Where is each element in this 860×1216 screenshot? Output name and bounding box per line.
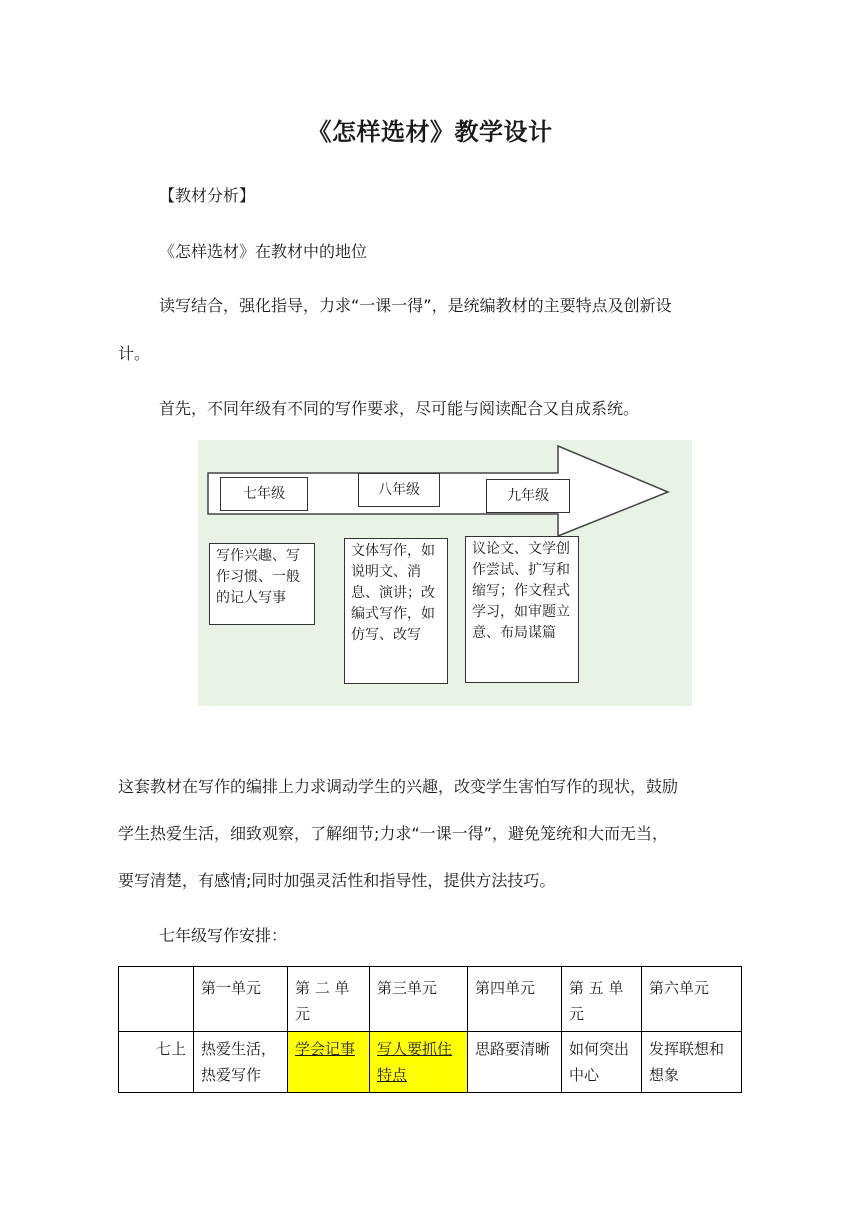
table-cell-highlighted	[288, 1032, 370, 1093]
table-cell: 发挥联想和想象	[642, 1032, 742, 1093]
table-header-cell: 第三单元	[370, 967, 468, 1032]
paragraph-2: 首先，不同年级有不同的写作要求，尽可能与阅读配合又自成系统。	[159, 399, 640, 418]
grade-9-description: 议论文、文学创作尝试、扩写和缩写；作文程式学习，如审题立意、布局谋篇	[465, 536, 579, 683]
grade-box-7: 七年级	[220, 477, 308, 511]
grade-7-description: 写作兴趣、写作习惯、一般的记人写事	[209, 543, 315, 625]
paragraph-3-line-3: 要写清楚，有感情;同时加强灵活性和指导性，提供方法技巧。	[118, 871, 556, 890]
table-header-row	[119, 967, 742, 1032]
grade-box-8: 八年级	[358, 473, 440, 507]
grade-box-9: 九年级	[486, 479, 570, 513]
table-cell-highlighted	[370, 1032, 468, 1093]
table-header-cell: 第 二 单元	[288, 967, 370, 1032]
table-header-cell: 第一单元	[194, 967, 288, 1032]
table-cell: 如何突出中心	[562, 1032, 642, 1093]
paragraph-3-line-1: 这套教材在写作的编排上力求调动学生的兴趣，改变学生害怕写作的现状，鼓励	[118, 777, 679, 796]
table-header-cell: 第 五 单元	[562, 967, 642, 1032]
row-label-cell: 七上	[119, 1032, 194, 1093]
table-header-cell: 第四单元	[468, 967, 562, 1032]
grade-8-description: 文体写作，如说明文、消息、演讲；改编式写作，如仿写、改写	[344, 538, 448, 684]
highlighted-text: 学会记事	[295, 1040, 356, 1058]
paragraph-1-line-1: 读写结合，强化指导，力求“一课一得”，是统编教材的主要特点及创新设	[159, 296, 672, 315]
table-header-cell: 第六单元	[642, 967, 742, 1032]
table-row	[119, 1032, 742, 1093]
table-cell: 热爱生活，热爱写作	[194, 1032, 288, 1093]
paragraph-1-line-2: 计。	[118, 344, 151, 363]
table-cell: 思路要清晰	[468, 1032, 562, 1093]
highlighted-text: 写人要抓住特点	[377, 1040, 453, 1084]
table-header-cell	[119, 967, 194, 1032]
paragraph-4: 七年级写作安排：	[159, 926, 288, 945]
subheading: 《怎样选材》在教材中的地位	[159, 242, 368, 261]
section-heading: 【教材分析】	[159, 186, 256, 205]
paragraph-3-line-2: 学生热爱生活，细致观察，了解细节;力求“一课一得”，避免笼统和大而无当，	[118, 824, 668, 843]
grade-7-writing-schedule-table	[118, 966, 742, 1093]
document-title: 《怎样选材》教学设计	[307, 118, 553, 146]
grade-progression-diagram	[198, 440, 692, 706]
